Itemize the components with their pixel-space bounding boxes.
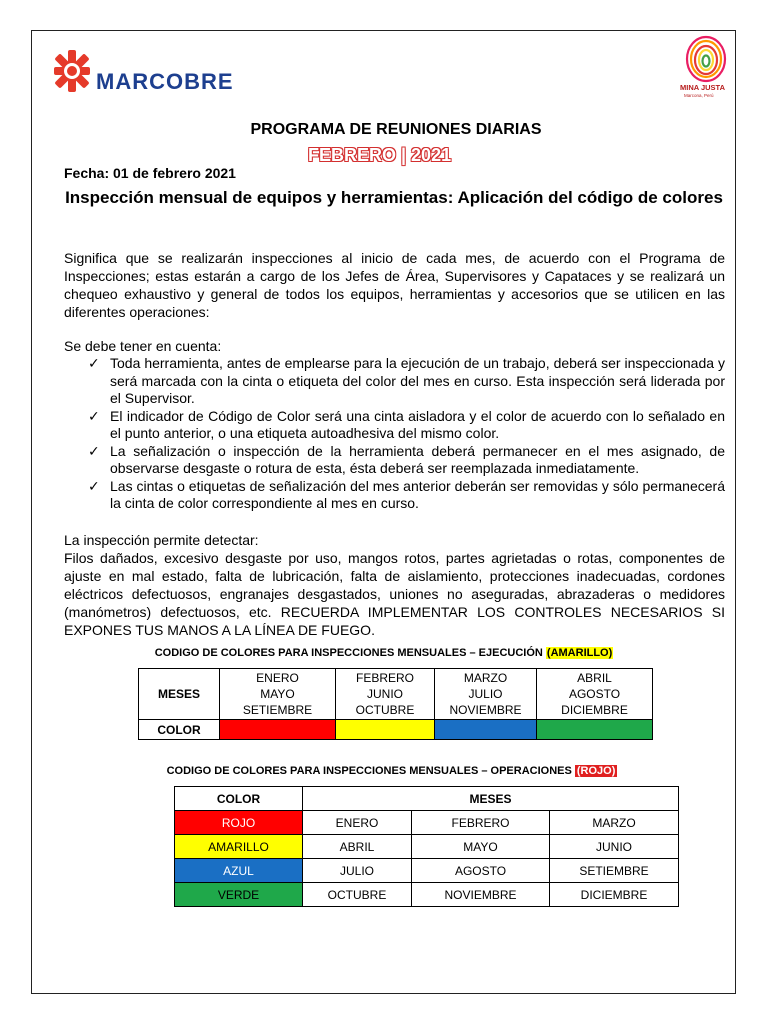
month-group-cell: FEBRERO JUNIO OCTUBRE [336, 669, 435, 720]
table1-caption-tag: (AMARILLO) [546, 647, 613, 659]
color-cell-green: VERDE [175, 883, 303, 907]
execution-color-table [138, 668, 653, 740]
month-cell: ABRIL [303, 835, 412, 859]
list-item: ✓ El indicador de Código de Color será una cinta aisladora y el color de acuerdo con lo señalado en el punto anterior, o una etiqueta autoadhesiva del mismo color. [88, 407, 725, 441]
page-title: PROGRAMA DE REUNIONES DIARIAS [250, 121, 542, 138]
table2-caption-tag: (ROJO) [576, 765, 616, 777]
table-row [175, 811, 679, 835]
month-cell: DICIEMBRE [550, 883, 679, 907]
color-swatch-blue [435, 720, 537, 740]
marcobre-emblem-icon [52, 48, 92, 94]
check-icon: ✓ [88, 407, 100, 424]
considerations-title: Se debe tener en cuenta: [64, 338, 222, 354]
check-icon: ✓ [88, 355, 100, 371]
month-cell: JUNIO [550, 835, 679, 859]
table-row [139, 669, 653, 720]
considerations-list [88, 355, 725, 513]
month-cell: OCTUBRE [303, 883, 412, 907]
partner-location: Marcona, Perú [684, 93, 714, 98]
month-group-cell: ENERO MAYO SETIEMBRE [220, 669, 336, 720]
table-row [175, 883, 679, 907]
list-item: ✓ La señalización o inspección de la herramienta deberá permanecer en el mes asignado, de observarse desgaste o rotura de esta, ésta deberá ser reemplazada inmediatamente. [88, 442, 725, 476]
color-cell-blue: AZUL [175, 859, 303, 883]
intro-paragraph: Significa que se realizarán inspecciones al inicio de cada mes, de acuerdo con el Programa de Inspecciones; estas estarán a cargo de los Jefes de Área, Supervisores y Capataces y se realizará un chequeo exhaustivo y general de todos los equipos, herramientas y accesorios que se utilicen en las diferentes operaciones: [64, 250, 725, 320]
meses-label: MESES [139, 669, 220, 720]
month-group-cell: MARZO JULIO NOVIEMBRE [435, 669, 537, 720]
color-cell-red: ROJO [175, 811, 303, 835]
month-cell: MARZO [550, 811, 679, 835]
table2-caption: CODIGO DE COLORES PARA INSPECCIONES MENSUALES – OPERACIONES (ROJO) [166, 765, 616, 777]
color-swatch-red [220, 720, 336, 740]
month-cell: FEBRERO [412, 811, 550, 835]
table1-caption: CODIGO DE COLORES PARA INSPECCIONES MENSUALES – EJECUCIÓN (AMARILLO) [154, 647, 613, 659]
topic-heading: Inspección mensual de equipos y herramientas: Aplicación del código de colores [65, 188, 723, 207]
table-row [175, 835, 679, 859]
table-row [175, 787, 679, 811]
detect-paragraph: Filos dañados, excesivo desgaste por uso, mangos rotos, partes agrietadas o rotas, componentes de ajuste en mal estado, falta de lubricación, falta de aislamiento, protecciones inadecuadas, cordones eléctricos defectuosos, engranajes desgastados, uniones no aseguradas, abrazaderas o medidores (manómetros) defectuosos, etc. RECUERDA IMPLEMENTAR LOS CONTROLES NECESARIOS SI EXPONES TUS MANOS A LA LÍNEA DE FUEGO. [64, 550, 725, 638]
check-icon: ✓ [88, 477, 100, 494]
detect-title: La inspección permite detectar: [64, 532, 259, 548]
month-title: FEBRERO | 2021 [308, 145, 452, 165]
month-cell: JULIO [303, 859, 412, 883]
list-item: ✓ Toda herramienta, antes de emplearse para la ejecución de un trabajo, deberá ser inspeccionada y será marcada con la cinta o etiqueta del color del mes en curso. Esta inspección será liderada por el Supervisor. [88, 355, 725, 406]
color-swatch-green [537, 720, 653, 740]
color-header: COLOR [175, 787, 303, 811]
partner-name: MINA JUSTA [680, 83, 725, 92]
table-row [139, 720, 653, 740]
month-cell: MAYO [412, 835, 550, 859]
color-cell-yellow: AMARILLO [175, 835, 303, 859]
color-label: COLOR [139, 720, 220, 740]
list-item: ✓ Las cintas o etiquetas de señalización del mes anterior deberán ser removidas y sólo permanecerá la cinta de color correspondiente al mes en curso. [88, 477, 725, 511]
check-icon: ✓ [88, 442, 100, 459]
table-row [175, 859, 679, 883]
month-cell: AGOSTO [412, 859, 550, 883]
color-swatch-yellow [336, 720, 435, 740]
marcobre-logo [52, 48, 256, 94]
month-cell: NOVIEMBRE [412, 883, 550, 907]
meses-header: MESES [303, 787, 679, 811]
month-cell: ENERO [303, 811, 412, 835]
brand-name: MARCOBRE [96, 69, 234, 94]
month-cell: SETIEMBRE [550, 859, 679, 883]
operations-color-table [174, 786, 679, 907]
date-line: Fecha: 01 de febrero 2021 [64, 165, 236, 181]
fingerprint-icon [676, 33, 734, 85]
mina-justa-logo [676, 33, 734, 101]
month-group-cell: ABRIL AGOSTO DICIEMBRE [537, 669, 653, 720]
